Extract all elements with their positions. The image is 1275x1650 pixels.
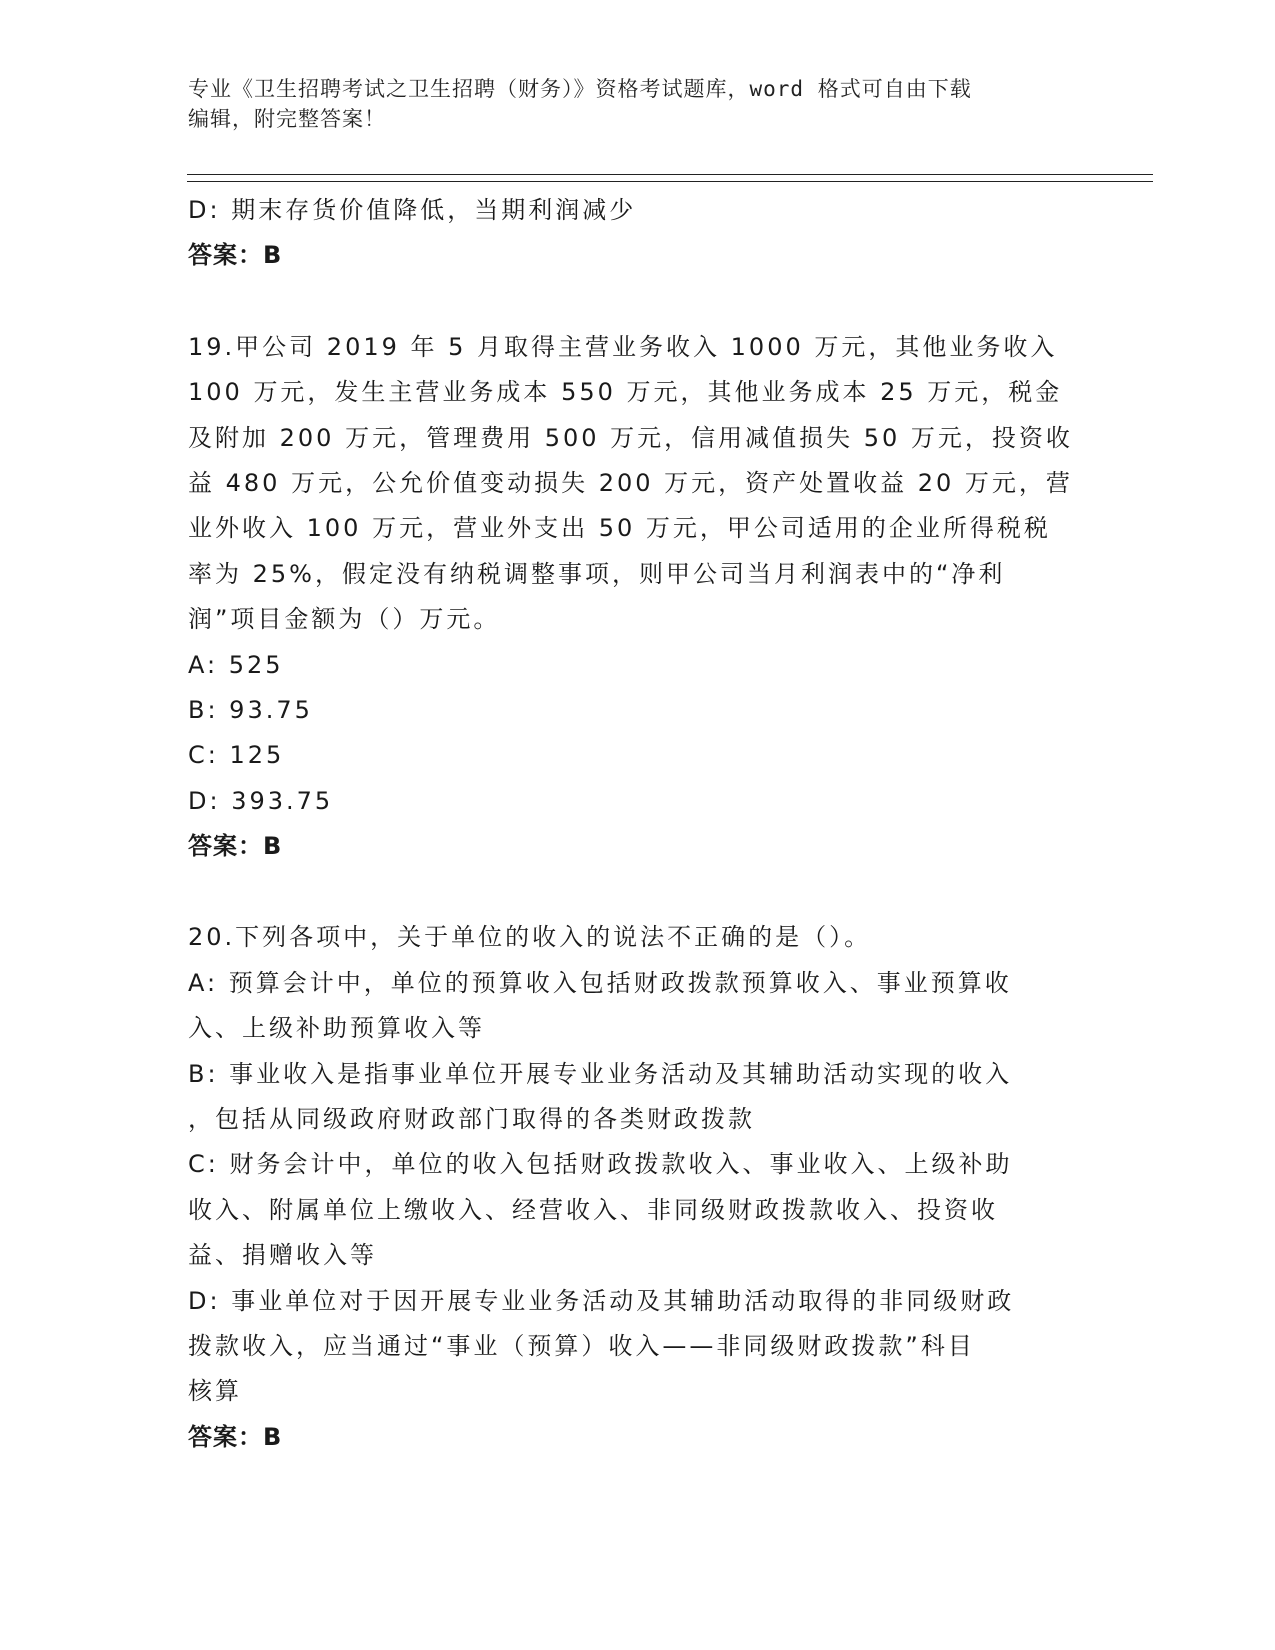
option-a-continued: 入、上级补助预算收入等 xyxy=(188,1014,485,1043)
option-d: D: 事业单位对于因开展专业业务活动及其辅助活动取得的非同级财政 xyxy=(188,1286,1015,1315)
option-c-continued: 益、捐赠收入等 xyxy=(188,1241,377,1270)
option-c: C: 财务会计中，单位的收入包括财政拨款收入、事业收入、上级补助 xyxy=(188,1150,1013,1179)
question-19 xyxy=(188,325,1078,870)
question-stem-line: 润”项目金额为（）万元。 xyxy=(188,605,501,634)
option-d-continued: 拨款收入，应当通过“事业（预算）收入——非同级财政拨款”科目 xyxy=(188,1331,975,1360)
document-header xyxy=(188,74,1088,134)
previous-question-tail xyxy=(188,188,1078,279)
option-c-continued: 收入、附属单位上缴收入、经营收入、非同级财政拨款收入、投资收 xyxy=(188,1195,998,1224)
spacer xyxy=(188,869,1078,915)
option-a: A: 预算会计中，单位的预算收入包括财政拨款预算收入、事业预算收 xyxy=(188,968,1012,997)
question-20 xyxy=(188,915,1078,1460)
header-line-2: 编辑，附完整答案！ xyxy=(188,107,386,131)
header-rule-bottom xyxy=(187,181,1153,182)
option-b: B: 93.75 xyxy=(188,695,313,724)
option-b: B: 事业收入是指事业单位开展专业业务活动及其辅助活动实现的收入 xyxy=(188,1059,1013,1088)
question-stem-line: 益 480 万元，公允价值变动损失 200 万元，资产处置收益 20 万元，营 xyxy=(188,468,1073,497)
question-stem-line: 率为 25%，假定没有纳税调整事项，则甲公司当月利润表中的“净利 xyxy=(188,559,1006,588)
answer-line: 答案：B xyxy=(188,1422,283,1451)
option-c: C: 125 xyxy=(188,741,285,770)
header-line-1: 专业《卫生招聘考试之卫生招聘（财务）》资格考试题库，word 格式可自由下载 xyxy=(188,77,972,101)
answer-line: 答案：B xyxy=(188,241,283,270)
header-rule-top xyxy=(187,174,1153,175)
option-d: D: 期末存货价值降低，当期利润减少 xyxy=(188,196,637,224)
option-d: D: 393.75 xyxy=(188,786,334,815)
option-a: A: 525 xyxy=(188,650,284,679)
option-d-continued: 核算 xyxy=(188,1377,242,1406)
question-stem-line: 业外收入 100 万元，营业外支出 50 万元，甲公司适用的企业所得税税 xyxy=(188,514,1051,543)
question-stem-line: 19.甲公司 2019 年 5 月取得主营业务收入 1000 万元，其他业务收入 xyxy=(188,332,1058,361)
option-b-continued: ，包括从同级政府财政部门取得的各类财政拨款 xyxy=(188,1105,755,1134)
spacer xyxy=(188,279,1078,325)
question-stem-line: 及附加 200 万元，管理费用 500 万元，信用减值损失 50 万元，投资收 xyxy=(188,423,1073,452)
document-body xyxy=(188,188,1078,1460)
question-stem-line: 20.下列各项中，关于单位的收入的说法不正确的是（）。 xyxy=(188,923,872,952)
question-stem-line: 100 万元，发生主营业务成本 550 万元，其他业务成本 25 万元，税金 xyxy=(188,378,1063,407)
answer-line: 答案：B xyxy=(188,832,283,861)
